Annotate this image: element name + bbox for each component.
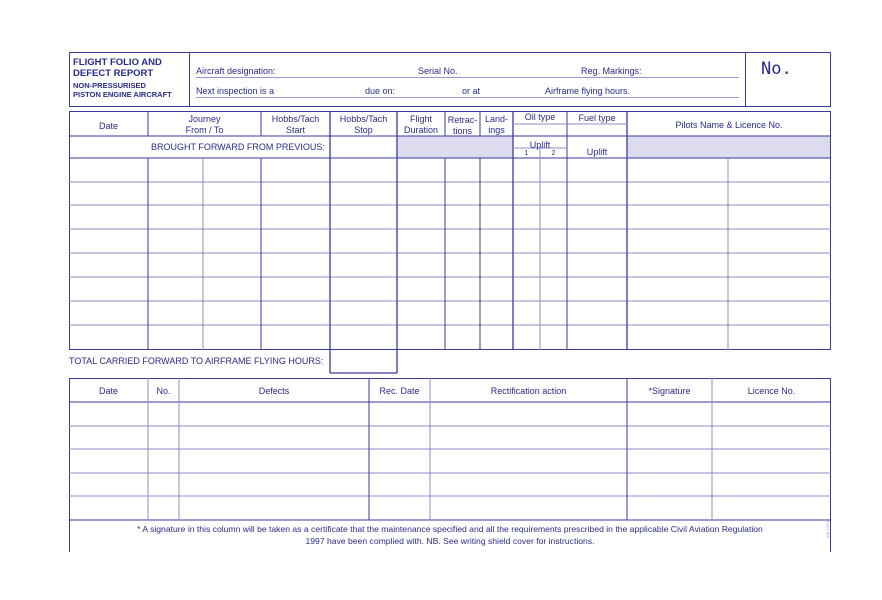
form-subtitle-line2: PISTON ENGINE AIRCRAFT (73, 90, 172, 99)
serial-no-label: Serial No. (418, 66, 458, 76)
col-hobbs-stop-2: Stop (354, 125, 373, 135)
col-retrac-1: Retrac- (447, 115, 478, 125)
col-land-1: Land- (484, 114, 509, 124)
brought-forward-label: BROUGHT FORWARD FROM PREVIOUS: (151, 142, 325, 152)
col-journey-1: Journey (188, 114, 221, 124)
col-land-2: ings (488, 125, 505, 135)
reg-markings-label: Reg. Markings: (581, 66, 642, 76)
form-title-line1: FLIGHT FOLIO AND (73, 57, 162, 68)
defect-col-licence: Licence No. (747, 386, 796, 396)
form-title-line2: DEFECT REPORT (73, 68, 154, 79)
col-oil-uplift: Uplift (529, 140, 551, 150)
due-on-label: due on: (365, 86, 396, 96)
col-hobbs-start-2: Start (285, 125, 305, 135)
col-pilots: Pilots Name & Licence No. (675, 120, 783, 130)
or-at-label: or at (462, 86, 481, 96)
defect-col-signature: *Signature (648, 386, 691, 396)
defect-col-no: No. (156, 386, 171, 396)
airframe-hours-label: Airframe flying hours. (545, 86, 631, 96)
col-hobbs-stop-1: Hobbs/Tach (339, 114, 388, 124)
col-journey-2: From / To (185, 125, 224, 135)
aircraft-designation-label: Aircraft designation: (196, 66, 276, 76)
defect-col-defects: Defects (258, 386, 290, 396)
side-form-code: AW 10/71 (825, 520, 830, 538)
footnote-line-1: * A signature in this column will be taken as a certificate that the maintenance specified and all the requirements prescribed in the applicable Civil Aviation Regulation (137, 524, 763, 534)
col-fuel-type: Fuel type (578, 113, 616, 123)
form-number-label: No. (761, 59, 792, 79)
col-oil-2: 2 (551, 150, 556, 157)
defect-col-date: Date (98, 386, 118, 396)
col-retrac-2: tions (452, 126, 472, 136)
col-oil-1: 1 (524, 150, 529, 157)
col-oil-type: Oil type (524, 112, 556, 122)
footnote-line-2: 1997 have been complied with. NB. See writing shield cover for instructions. (305, 536, 595, 546)
defect-col-rectification: Rectification action (490, 386, 567, 396)
col-hobbs-start-1: Hobbs/Tach (271, 114, 320, 124)
next-inspection-label: Next inspection is a (196, 86, 275, 96)
col-fuel-uplift: Uplift (586, 147, 608, 157)
col-flight-1: Flight (409, 114, 432, 124)
total-carried-label: TOTAL CARRIED FORWARD TO AIRFRAME FLYING HOURS: (69, 356, 324, 366)
defect-col-rec-date: Rec. Date (379, 386, 420, 396)
col-date: Date (98, 121, 118, 131)
form-subtitle-line1: NON-PRESSURISED (73, 81, 146, 90)
col-flight-2: Duration (403, 125, 439, 135)
